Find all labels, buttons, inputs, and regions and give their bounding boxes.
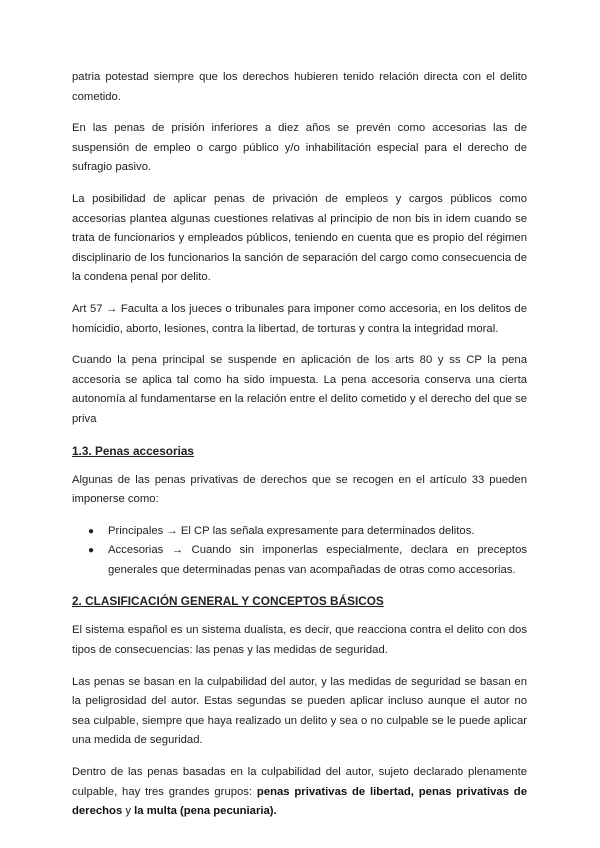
tres-grupos-mid: y xyxy=(122,805,135,818)
bullet-icon: ● xyxy=(88,525,95,537)
paragraph-tres-grupos xyxy=(72,763,527,822)
document-page xyxy=(72,68,527,834)
paragraph-sistema-dualista: El sistema español es un sistema dualista, es decir, que reacciona contra el delito con dos tipos de consecuencias: las penas y las medidas de seguridad. xyxy=(72,624,527,657)
list-item-text: Principales → El CP las señala expresamente para determinados delitos. xyxy=(108,524,475,537)
section-heading-clasificacion: 2. CLASIFICACIÓN GENERAL Y CONCEPTOS BÁSICOS xyxy=(72,594,384,609)
paragraph-non-bis-in-idem: La posibilidad de aplicar penas de privación de empleos y cargos públicos como accesorias plantea algunas cuestiones relativas al principio de non bis in idem cuando se trata de funcionarios y empleados públicos, teniendo en cuenta que es propio del régimen disciplinario de los funcionarios la sanción de separación del cargo como consecuencia de la condena penal por delito. xyxy=(72,192,527,284)
paragraph-pena-suspendida: Cuando la pena principal se suspende en aplicación de los arts 80 y ss CP la pena accesoria se aplica tal como ha sido impuesta. La pena accesoria conserva una cierta autonomía al fundamentarse en la relación entre el delito cometido y el derecho del que se priva xyxy=(72,354,527,425)
list-item xyxy=(72,522,527,542)
list-item xyxy=(72,541,527,580)
paragraph-penas-intro: Algunas de las penas privativas de derechos que se recogen en el artículo 33 pueden imponerse como: xyxy=(72,473,527,506)
paragraph-penas-prision: En las penas de prisión inferiores a diez años se prevén como accesorias las de suspensión de empleo o cargo público y/o inhabilitación especial para el derecho de sufragio pasivo. xyxy=(72,122,527,174)
paragraph-art-57: Art 57 → Faculta a los jueces o tribunales para imponer como accesoria, en los delitos de homicidio, aborto, lesiones, contra la libertad, de torturas y contra la integridad moral. xyxy=(72,302,527,335)
tres-grupos-bold-2: la multa (pena pecuniaria). xyxy=(134,805,277,818)
paragraph-culpabilidad-peligrosidad: Las penas se basan en la culpabilidad del autor, y las medidas de seguridad se basan en la peligrosidad del autor. Estas segundas se pueden aplicar incluso aunque el autor no sea culpable, siempre que haya realizado un delito y sea o no culpable se le puede aplicar una medida de seguridad. xyxy=(72,675,527,747)
bullet-list xyxy=(72,522,527,581)
bullet-icon: ● xyxy=(88,545,95,557)
list-item-text: Accesorias → Cuando sin imponerlas especialmente, declara en preceptos generales que determinadas penas van acompañadas de otras como accesorias. xyxy=(108,544,527,576)
section-heading-penas-accesorias: 1.3. Penas accesorias xyxy=(72,443,194,458)
tres-grupos-bold-1: penas privativas de libertad, penas privativas de derechos xyxy=(72,785,527,818)
paragraph-patria-potestad: patria potestad siempre que los derechos hubieren tenido relación directa con el delito cometido. xyxy=(72,71,527,103)
tres-grupos-intro: Dentro de las penas basadas en la culpabilidad del autor, sujeto declarado plenamente culpable, hay tres grandes grupos: xyxy=(72,766,527,798)
